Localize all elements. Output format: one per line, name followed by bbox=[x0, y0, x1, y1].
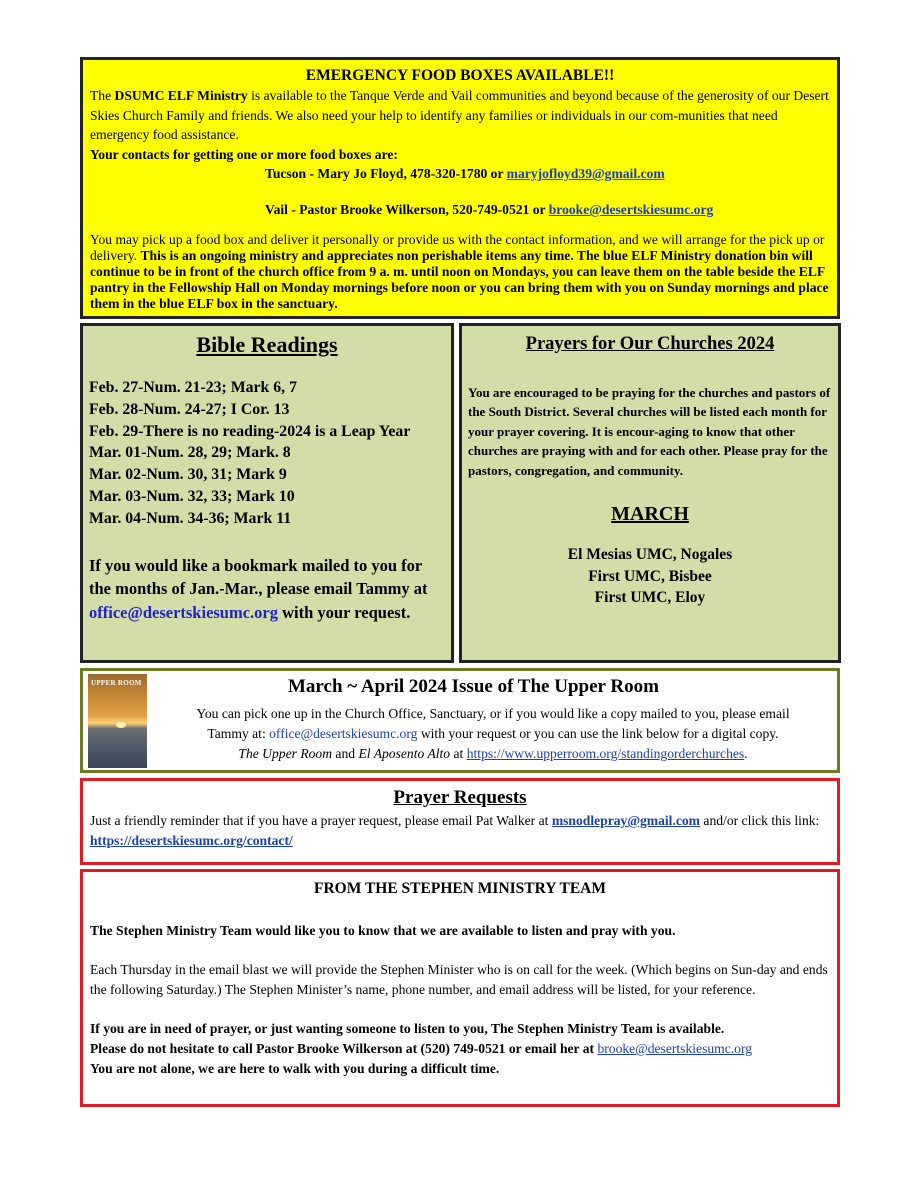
upper-room-web-link[interactable]: https://www.upperroom.org/standingorderchurches bbox=[466, 746, 745, 761]
emergency-food-box-section bbox=[80, 57, 840, 319]
prayer-text-pre: Just a friendly reminder that if you have a prayer request, please email Pat Walker at bbox=[90, 813, 552, 828]
line3-at: at bbox=[450, 746, 467, 761]
reading-item: Mar. 04-Num. 34-36; Mark 11 bbox=[89, 509, 292, 527]
reading-item: Mar. 03-Num. 32, 33; Mark 10 bbox=[89, 487, 295, 505]
ministry-name: DSUMC ELF Ministry bbox=[114, 88, 248, 103]
upper-room-email-link[interactable]: office@desertskiesumc.org bbox=[269, 726, 418, 741]
stephen-para3c: You are not alone, we are here to walk with you during a difficult time. bbox=[90, 1061, 500, 1076]
stephen-title: FROM THE STEPHEN MINISTRY TEAM bbox=[314, 880, 606, 897]
contact-vail-text: Vail - Pastor Brooke Wilkerson, 520-749-0521 or bbox=[265, 201, 549, 217]
stephen-para3b bbox=[90, 1039, 830, 1059]
contact-vail bbox=[90, 200, 830, 220]
pickup-paragraph bbox=[90, 232, 830, 312]
bible-readings-title: Bible Readings bbox=[196, 332, 338, 357]
reading-item: Feb. 28-Num. 24-27; I Cor. 13 bbox=[89, 400, 290, 418]
prayer-requests-text bbox=[90, 811, 830, 851]
intro-post: is available to the Tanque Verde and Vail communities and beyond because of the generosity of our Desert Skies Church Family and friends. We also need your help to identify any families or individuals in our com-munities that need emergency food assistance. bbox=[90, 88, 829, 143]
pickup-bold: This is an ongoing ministry and appreciates non perishable items any time. The blue ELF Ministry donation bin will continue to be in front of the church office from 9 a. m. until noon on Mondays, you can leave them on the table beside the ELF pantry in the Fellowship Hall on Monday mornings before noon or you can bring them with you on Sunday mornings and place them in the blue ELF box in the sanctuary. bbox=[90, 247, 829, 311]
churches-intro: You are encouraged to be praying for the churches and pastors of the South District. Several churches will be listed each month for your prayer covering. It is encour-aging to know that other churches are praying with and for each other. Please pray for the pastors, congregation, and community. bbox=[468, 385, 831, 478]
prayers-for-churches-section bbox=[459, 323, 841, 663]
upper-room-section bbox=[80, 668, 840, 773]
line2-post: with your request or you can use the link below for a digital copy. bbox=[417, 726, 779, 741]
reading-item: Feb. 29-There is no reading-2024 is a Leap Year bbox=[89, 422, 411, 440]
church-list bbox=[468, 544, 832, 609]
upper-room-line1: You can pick one up in the Church Office, Sanctuary, or if you would like a copy mailed to you, please email bbox=[196, 706, 790, 721]
church-item: First UMC, Bisbee bbox=[588, 567, 712, 585]
stephen-para3a: If you are in need of prayer, or just wanting someone to listen to you, The Stephen Ministry Team is available. bbox=[90, 1021, 725, 1036]
contact-tucson-text: Tucson - Mary Jo Floyd, 478-320-1780 or bbox=[265, 166, 507, 182]
line3-end: . bbox=[744, 746, 748, 761]
para3b-text: Please do not hesitate to call Pastor Brooke Wilkerson at (520) 749-0521 or email her at bbox=[90, 1041, 598, 1056]
contacts-heading: Your contacts for getting one or more food boxes are: bbox=[90, 146, 398, 162]
upper-room-name: The Upper Room bbox=[238, 746, 333, 761]
contact-vail-email-link[interactable]: brooke@desertskiesumc.org bbox=[548, 201, 714, 217]
stephen-para2: Each Thursday in the email blast we will provide the Stephen Minister who is on call for the week. (Which begins on Sun-day and ends the following Saturday.) The Stephen Minister’s name, phone number, and email address will be listed, for your reference. bbox=[90, 962, 828, 997]
prayer-requests-title: Prayer Requests bbox=[393, 787, 527, 808]
stephen-ministry-section bbox=[80, 869, 840, 1107]
intro-pre: The bbox=[90, 88, 115, 103]
emergency-title: EMERGENCY FOOD BOXES AVAILABLE!! bbox=[305, 67, 615, 84]
cover-title: UPPER ROOM bbox=[91, 679, 142, 687]
upper-room-cover-image bbox=[88, 674, 147, 768]
upper-room-title: March ~ April 2024 Issue of The Upper Room bbox=[288, 676, 659, 697]
sunset-shape bbox=[116, 722, 126, 728]
prayer-text-post: and/or click this link: bbox=[700, 813, 820, 828]
contact-tucson-email-link[interactable]: maryjofloyd39@gmail.com bbox=[506, 166, 665, 182]
prayer-email-link[interactable]: msnodlepray@gmail.com bbox=[551, 813, 701, 828]
bookmark-note-pre: If you would like a bookmark mailed to you for the months of Jan.-Mar., please email Tammy at bbox=[89, 555, 428, 599]
reading-item: Feb. 27-Num. 21-23; Mark 6, 7 bbox=[89, 379, 297, 396]
emergency-intro bbox=[90, 86, 830, 145]
bible-readings-section bbox=[80, 323, 454, 663]
upper-room-line3 bbox=[153, 744, 833, 764]
church-item: First UMC, Eloy bbox=[594, 589, 706, 607]
contact-tucson bbox=[90, 164, 830, 184]
aposento-name: El Aposento Alto bbox=[358, 746, 451, 761]
reading-item: Mar. 01-Num. 28, 29; Mark. 8 bbox=[89, 444, 291, 462]
church-item: El Mesias UMC, Nogales bbox=[567, 546, 733, 564]
line3-and: and bbox=[332, 746, 359, 761]
line2-pre: Tammy at: bbox=[207, 726, 270, 741]
churches-title: Prayers for Our Churches 2024 bbox=[525, 334, 775, 354]
pickup-plain: You may pick up a food box and deliver it personally or provide us with the contact information, and we will arrange for the pick up or delivery. bbox=[90, 231, 825, 263]
readings-list bbox=[89, 377, 445, 530]
bookmark-note-post: with your request. bbox=[278, 602, 411, 622]
bookmark-note bbox=[89, 554, 445, 625]
stephen-email-link[interactable]: brooke@desertskiesumc.org bbox=[597, 1041, 753, 1056]
upper-room-line2 bbox=[153, 724, 833, 744]
contact-page-link[interactable]: https://desertskiesumc.org/contact/ bbox=[90, 833, 293, 848]
upper-room-body bbox=[153, 704, 833, 764]
reading-item: Mar. 02-Num. 30, 31; Mark 9 bbox=[89, 466, 287, 484]
month-heading: MARCH bbox=[611, 503, 689, 526]
bookmark-email-link[interactable]: office@desertskiesumc.org bbox=[89, 602, 279, 622]
prayer-requests-section bbox=[80, 778, 840, 865]
stephen-para1: The Stephen Ministry Team would like you to know that we are available to listen and pray with you. bbox=[90, 923, 676, 938]
